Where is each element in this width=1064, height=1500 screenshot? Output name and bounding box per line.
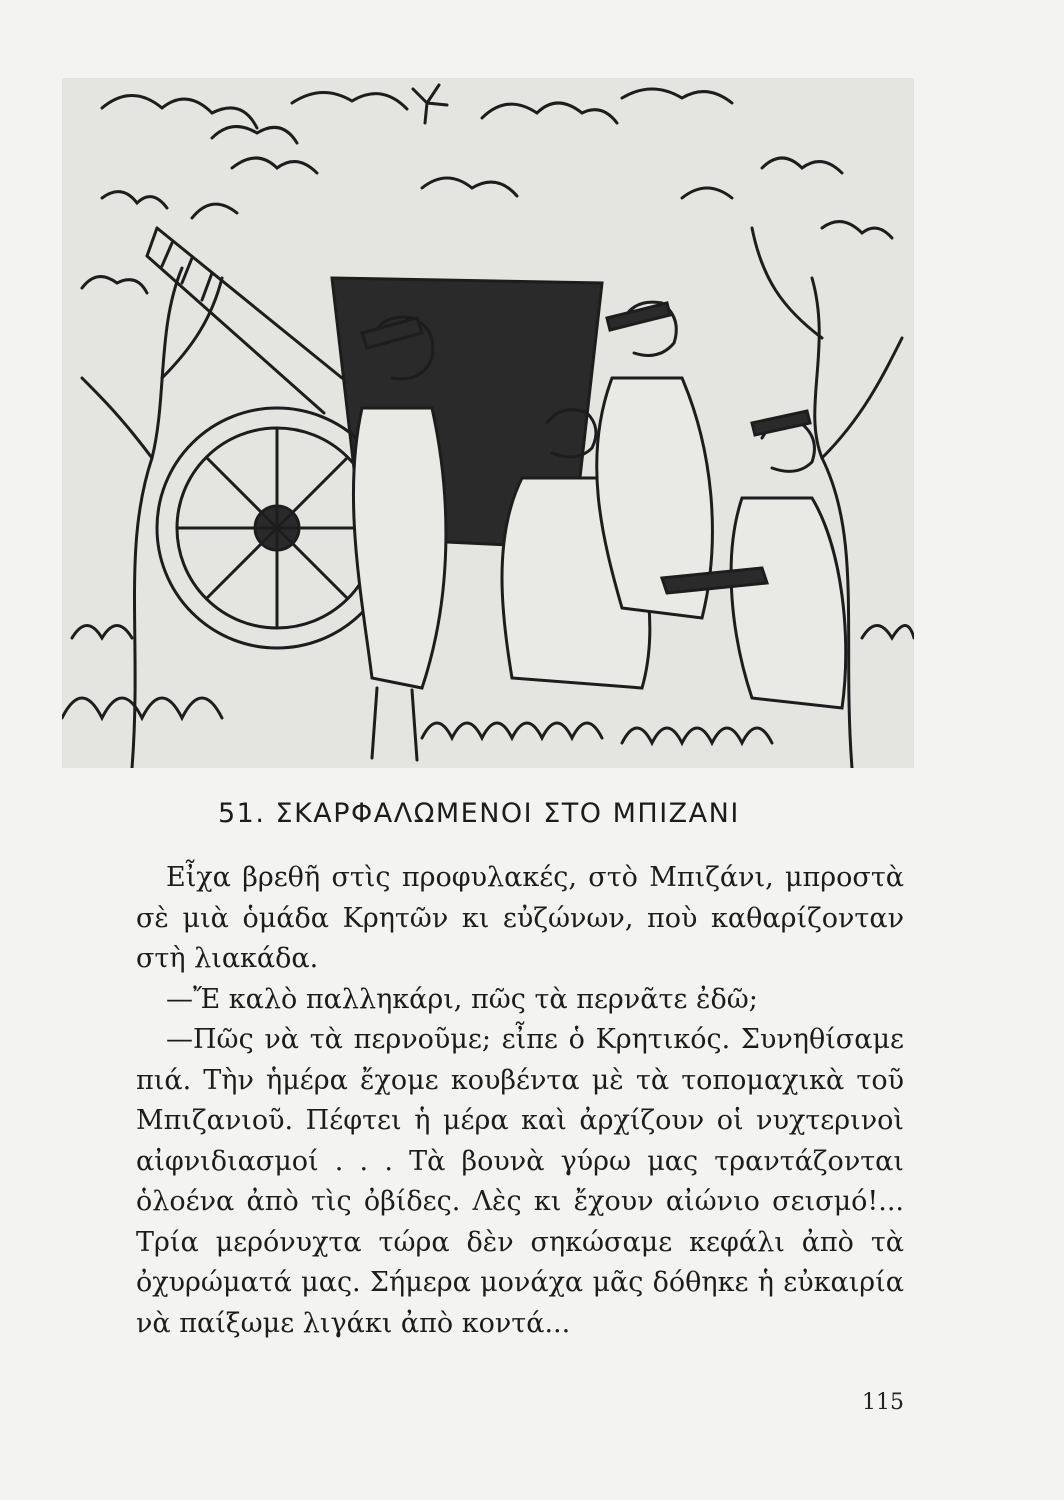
body-text	[136, 858, 904, 1344]
paragraph: —Πῶς νὰ τὰ περνοῦμε; εἶπε ὁ Κρητικός. Συνηθίσαμε πιά. Τὴν ἡμέρα ἔχομε κουβέντα μὲ τὰ τοπομαχικὰ τοῦ Μπιζανιοῦ. Πέφτει ἡ μέρα καὶ ἀρχίζουν οἱ νυχτερινοὶ αἰφνιδιασμοί . . . Τὰ βουνὰ γύρω μας τραντάζονται ὁλοένα ἀπὸ τὶς ὀβίδες. Λὲς κι ἔχουν αἰώνιο σεισμό!... Τρία μερόνυχτα τώρα δὲν σηκώσαμε κεφάλι ἀπὸ τὰ ὀχυρώματά μας. Σήμερα μονάχα μᾶς δόθηκε ἡ εὐκαιρία νὰ παίξωμε λιγάκι ἀπὸ κοντά...	[136, 1024, 904, 1339]
chapter-title: 51. ΣΚΑΡΦΑΛΩΜΕΝΟΙ ΣΤΟ ΜΠΙΖΑΝΙ	[218, 798, 740, 829]
artillery-crew-illustration	[62, 78, 914, 768]
illustration-drawing	[62, 78, 914, 768]
paragraph: Εἶχα βρεθῆ στὶς προφυλακές, στὸ Μπιζάνι, μπροστὰ σὲ μιὰ ὁμάδα Κρητῶν κι εὐζώνων, ποὺ καθαρίζονταν στὴ λιακάδα.	[136, 862, 904, 974]
page-number: 115	[862, 1390, 904, 1415]
paragraph: —Ἔ καλὸ παλληκάρι, πῶς τὰ περνᾶτε ἐδῶ;	[166, 983, 758, 1015]
